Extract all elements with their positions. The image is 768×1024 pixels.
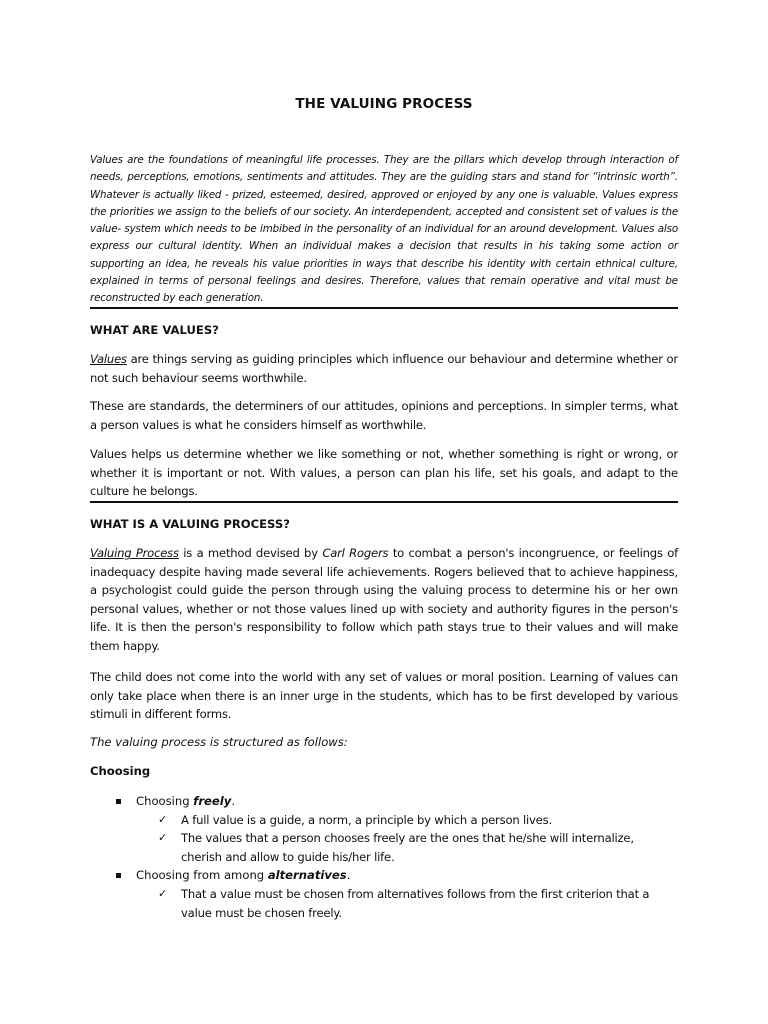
values-purpose-paragraph: Values helps us determine whether we like something or not, whether something is right or wrong, or whether it is important or not. With values, a person can plan his life, set his goals, and adapt to the culture he belongs. <box>90 447 678 499</box>
choosing-criteria-list <box>90 792 678 922</box>
child-values-paragraph: The child does not come into the world with any set of values or moral position. Learning of values can only take place when there is an inner urge in the students, which has to be first developed by various stimuli in different forms. <box>90 670 678 722</box>
valuing-process-definition-text: to combat a person's incongruence, or feelings of inadequacy despite having made several life achievements. Rogers believed that to achieve happiness, a psychologist could guide the person through using the valuing process to determine his or her own personal values, whether or not those values lined up with society and authority figures in the person's life. It is then the person's responsibility to follow which path stays true to their values and will make them happy. <box>90 546 679 653</box>
list-subitem <box>90 811 678 830</box>
checkmark-icon: ✓ <box>158 812 168 826</box>
intro-paragraph: Values are the foundations of meaningful life processes. They are the pillars which develop through interaction of needs, perceptions, emotions, sentiments and attitudes. They are the guiding stars and stand for “intrinsic worth”. Whatever is actually liked - prized, esteemed, desired, approved or enjoyed by any one is valuable. Values express the priorities we assign to the beliefs of our society. An interdependent, accepted and consistent set of values is the value- system which needs to be imbibed in the personality of an individual for an around development. Values also express our cultural identity. When an individual makes a decision that results in his taking some action or supporting an idea, he reveals his value priorities in ways that describe his identity with certain ethnical culture, explained in terms of personal feelings and desires. Therefore, values that remain operative and vital must be reconstructed by each generation. <box>90 154 678 305</box>
valuing-process-definition-paragraph <box>90 544 678 656</box>
section-heading-what-is-valuing-process: WHAT IS A VALUING PROCESS? <box>90 517 290 531</box>
bullet-suffix: . <box>231 794 236 808</box>
bullet-emphasis: freely <box>193 794 232 808</box>
bullet-text <box>136 792 235 811</box>
definition-connector-text: is a method devised by <box>178 546 323 560</box>
bullet-prefix: Choosing from among <box>136 868 268 883</box>
section-divider <box>90 307 678 309</box>
document-title: THE VALUING PROCESS <box>295 96 473 112</box>
values-definition-paragraph <box>90 350 678 387</box>
valuing-process-term: Valuing Process <box>90 546 179 560</box>
square-bullet-icon <box>116 873 121 878</box>
section-heading-what-are-values: WHAT ARE VALUES? <box>90 323 219 337</box>
subitem-text: The values that a person chooses freely are the ones that he/she will internalize, cherish and allow to guide his/her life. <box>181 831 634 864</box>
subitem-text: That a value must be chosen from alternatives follows from the first criterion that a value must be chosen freely. <box>181 886 650 920</box>
bullet-suffix: . <box>346 868 351 883</box>
list-item <box>90 792 678 811</box>
bullet-text <box>136 866 350 885</box>
values-standards-paragraph: These are standards, the determiners of our attitudes, opinions and perceptions. In simpler terms, what a person values is what he considers himself as worthwhile. <box>90 399 678 432</box>
values-definition-text: are things serving as guiding principles which influence our behaviour and determine whether or not such behaviour seems worthwhile. <box>90 352 678 385</box>
list-subitem <box>90 885 678 922</box>
subheading-choosing: Choosing <box>90 764 151 778</box>
section-divider <box>90 501 678 503</box>
checkmark-icon: ✓ <box>158 886 168 900</box>
list-subitem <box>90 829 678 866</box>
structure-lead-text: The valuing process is structured as follows: <box>90 735 348 749</box>
author-name: Carl Rogers <box>322 546 389 560</box>
values-term: Values <box>90 352 127 366</box>
bullet-emphasis: alternatives <box>267 868 347 883</box>
bullet-prefix: Choosing <box>136 794 194 808</box>
list-item <box>90 866 678 885</box>
checkmark-icon: ✓ <box>158 831 168 845</box>
subitem-text: A full value is a guide, a norm, a principle by which a person lives. <box>181 812 552 827</box>
square-bullet-icon <box>116 799 121 804</box>
